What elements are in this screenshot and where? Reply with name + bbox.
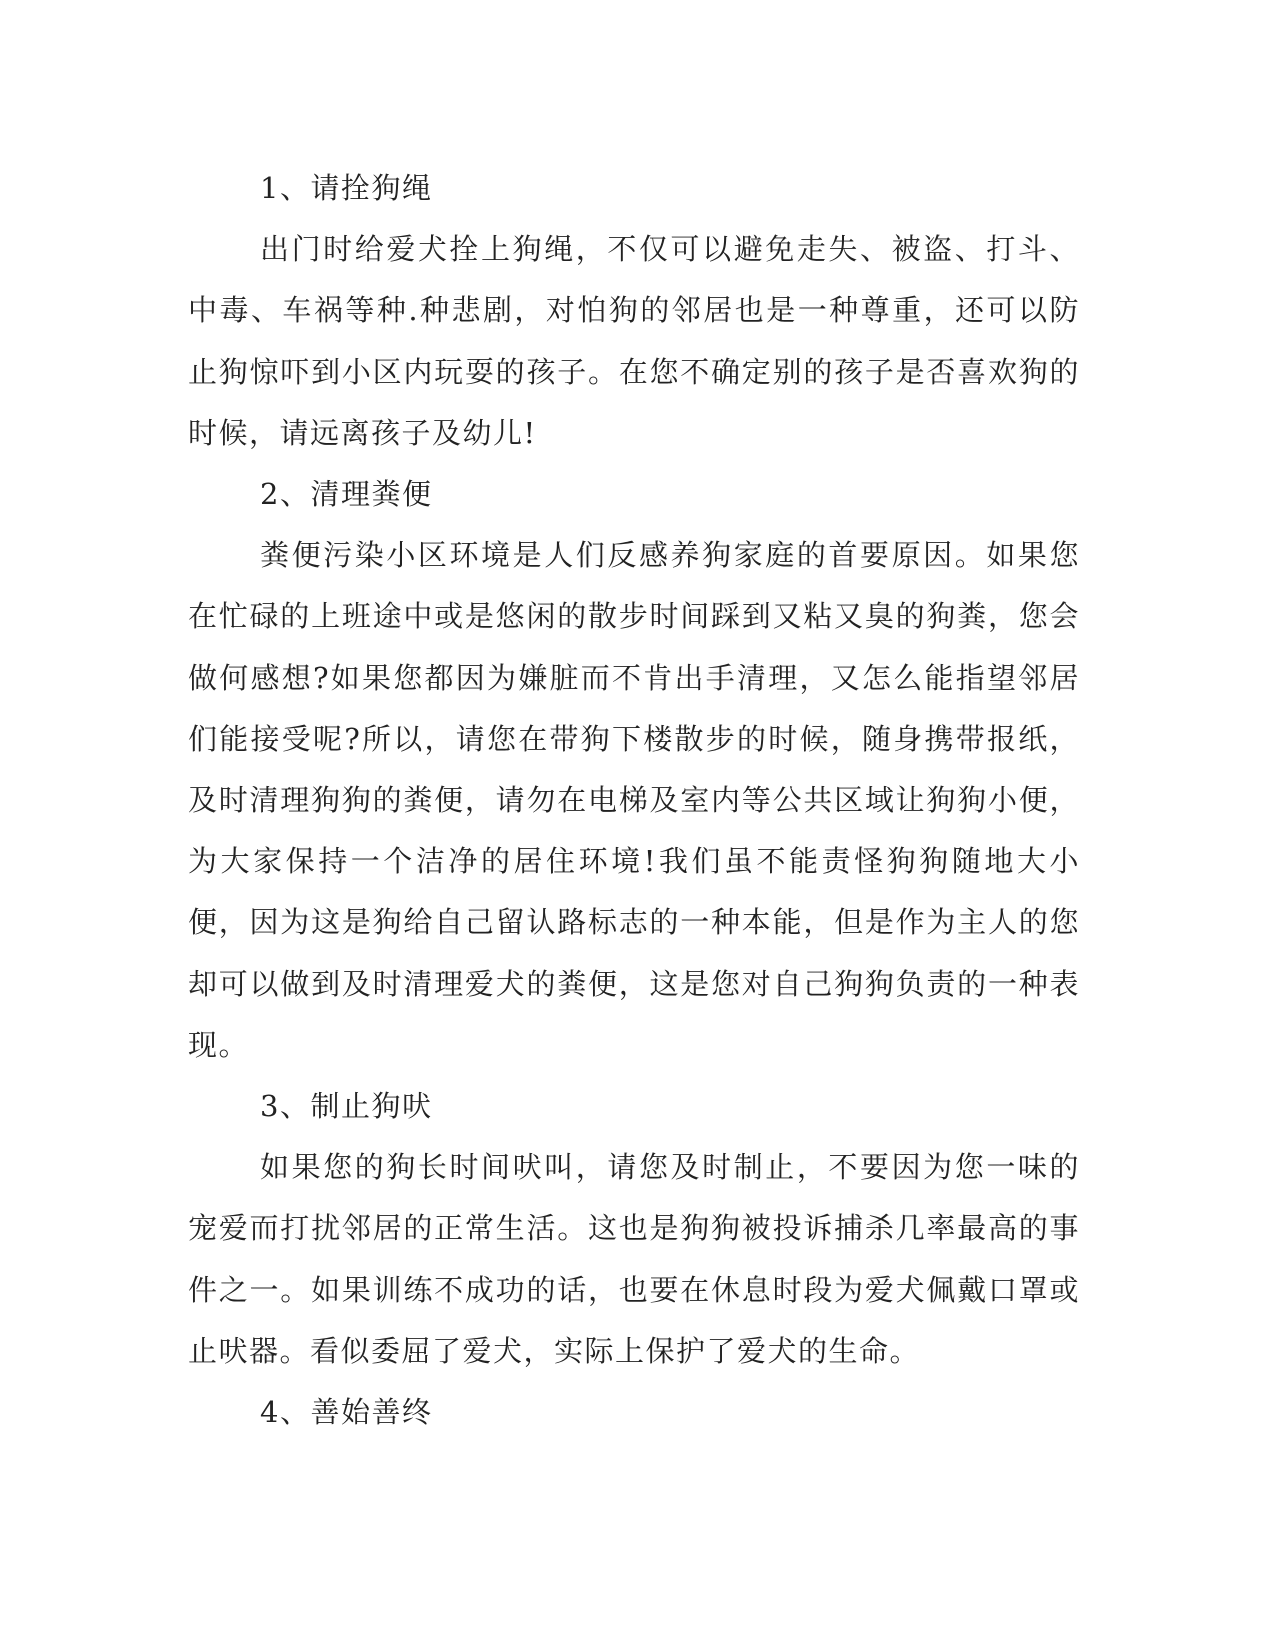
section-heading-3: 3、制止狗吠 <box>260 1089 433 1124</box>
section-heading-4: 4、善始善终 <box>260 1395 433 1430</box>
section-paragraph-1: 出门时给爱犬拴上狗绳，不仅可以避免走失、被盗、打斗、中毒、车祸等种.种悲剧，对怕狗的邻居也是一种尊重，还可以防止狗惊吓到小区内玩耍的孩子。在您不确定别的孩子是否喜欢狗的时候，请远离孩子及幼儿! <box>188 232 1080 450</box>
section-paragraph-3: 如果您的狗长时间吠叫，请您及时制止，不要因为您一味的宠爱而打扰邻居的正常生活。这也是狗狗被投诉捕杀几率最高的事件之一。如果训练不成功的话，也要在休息时段为爱犬佩戴口罩或止吠器。看似委屈了爱犬，实际上保护了爱犬的生命。 <box>188 1150 1080 1368</box>
section-heading-1: 1、请拴狗绳 <box>260 171 433 205</box>
document-body <box>188 158 1080 1443</box>
section-heading-2: 2、清理粪便 <box>260 477 433 512</box>
section-paragraph-2: 粪便污染小区环境是人们反感养狗家庭的首要原因。如果您在忙碌的上班途中或是悠闲的散步时间踩到又粘又臭的狗粪，您会做何感想?如果您都因为嫌脏而不肯出手清理，又怎么能指望邻居们能接受呢?所以，请您在带狗下楼散步的时候，随身携带报纸，及时清理狗狗的粪便，请勿在电梯及室内等公共区域让狗狗小便，为大家保持一个洁净的居住环境!我们虽不能责怪狗狗随地大小便，因为这是狗给自己留认路标志的一种本能，但是作为主人的您却可以做到及时清理爱犬的粪便，这是您对自己狗狗负责的一种表现。 <box>188 538 1080 1062</box>
